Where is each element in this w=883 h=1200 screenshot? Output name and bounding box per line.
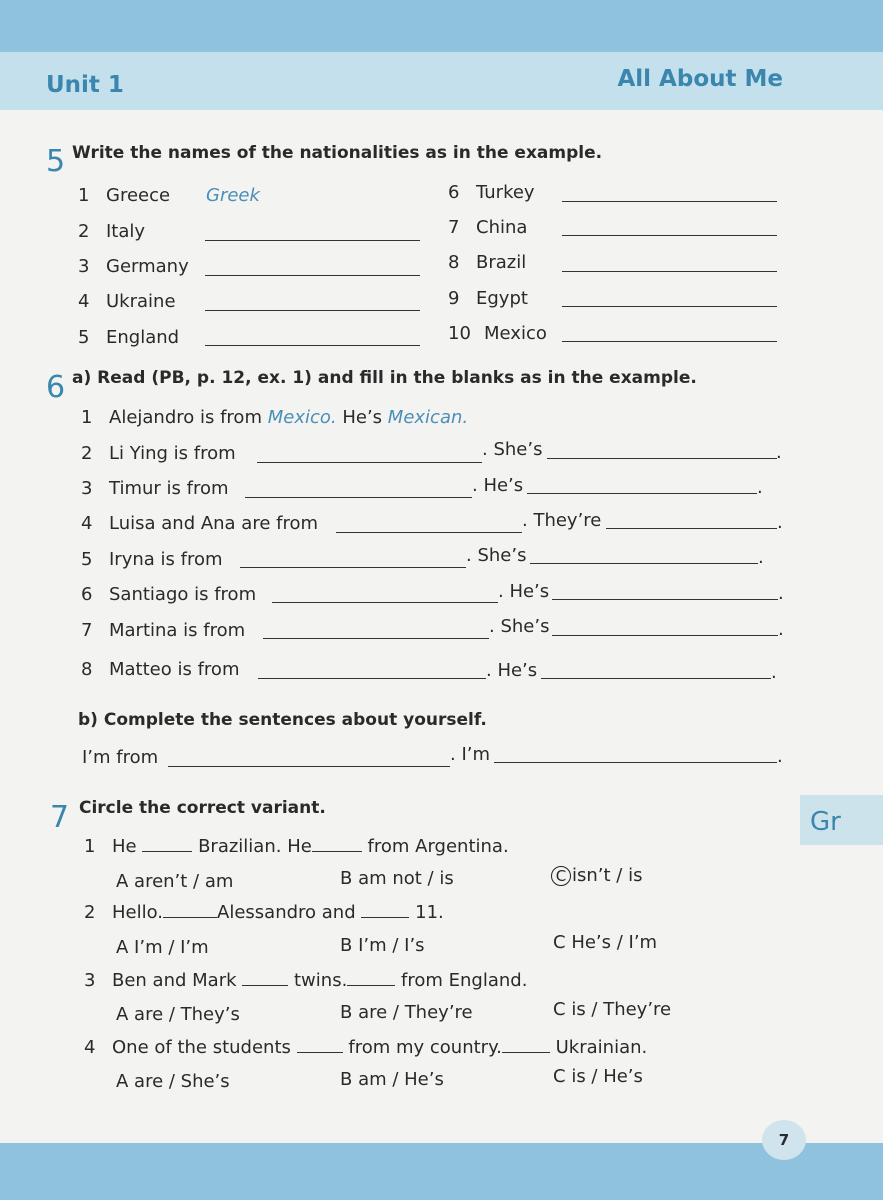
question-text: Alessandro and (217, 902, 356, 923)
country: Mexico (484, 323, 547, 344)
ex5-blank-6[interactable] (562, 201, 777, 202)
ex7-question-4 (84, 1037, 647, 1058)
ex6-country-blank-2[interactable] (257, 462, 482, 463)
ex7-question-2 (84, 902, 444, 923)
question-text: Ukrainian. (555, 1037, 648, 1058)
ex6-item-4 (81, 513, 318, 534)
item-number: 6 (448, 182, 460, 203)
sentence-start: Santiago is from (109, 584, 257, 605)
ex5-blank-9[interactable] (562, 306, 777, 307)
ex6-country-blank-7[interactable] (263, 638, 489, 639)
ex5-blank-7[interactable] (562, 235, 777, 236)
ex5-item-1 (78, 185, 170, 206)
item-number: 8 (448, 252, 460, 273)
item-number: 5 (81, 549, 93, 570)
ex6-item-2 (81, 443, 236, 464)
question-text: from England. (401, 970, 528, 991)
ex6-nationality-blank-7[interactable] (552, 635, 778, 636)
ex7-q4-option-c[interactable] (553, 1066, 643, 1087)
question-text: Hello. (112, 902, 164, 923)
item-number: 4 (81, 513, 93, 534)
sentence-start: Martina is from (109, 620, 246, 641)
circled-answer: C (551, 866, 571, 886)
country: Italy (106, 221, 146, 242)
question-text: One of the students (112, 1037, 291, 1058)
grammar-tab: Gr (800, 795, 883, 845)
ex7-q2-option-a[interactable]: A I’m / I’m (116, 937, 209, 958)
ex7-question-3 (84, 970, 527, 991)
section-title: All About Me (617, 66, 783, 92)
ex5-answer-1[interactable]: Greek (206, 185, 260, 206)
ex6-item-1 (81, 407, 468, 428)
country: Turkey (476, 182, 535, 203)
ex6-nationality-blank-2[interactable] (547, 458, 777, 459)
period: . (758, 547, 764, 568)
ex6b-im-label: . I’m (450, 744, 491, 765)
item-number: 8 (81, 659, 93, 680)
question-blank[interactable] (312, 837, 362, 852)
ex6b-country-blank[interactable] (168, 766, 450, 767)
example-country-answer: Mexico. (267, 407, 337, 428)
item-number: 2 (81, 443, 93, 464)
ex6-item-5 (81, 549, 223, 570)
item-number: 2 (78, 221, 90, 242)
ex6-pronoun-6: . He’s (498, 581, 550, 602)
ex7-q3-option-a[interactable]: A are / They’s (116, 1004, 240, 1025)
ex6-pronoun-7: . She’s (489, 616, 550, 637)
item-number: 1 (78, 185, 90, 206)
option-text: is / He’s (571, 1066, 643, 1087)
ex5-item-8 (448, 252, 526, 273)
question-blank[interactable] (361, 903, 409, 918)
example-nationality-answer: Mexican. (387, 407, 469, 428)
ex6-nationality-blank-4[interactable] (606, 528, 777, 529)
ex5-item-3 (78, 256, 189, 277)
period: . (776, 442, 782, 463)
ex6-pronoun-3: . He’s (472, 475, 524, 496)
item-number: 4 (84, 1037, 96, 1058)
ex7-q4-option-b[interactable]: B am / He’s (340, 1069, 444, 1090)
ex5-blank-10[interactable] (562, 341, 777, 342)
bottom-band (0, 1143, 883, 1200)
ex7-q1-option-b[interactable]: B am not / is (340, 868, 454, 889)
ex6-item-3 (81, 478, 229, 499)
period: . (778, 619, 784, 640)
ex6-country-blank-4[interactable] (336, 532, 522, 533)
sentence-start: Iryna is from (109, 549, 223, 570)
exercise-6b-instruction: b) Complete the sentences about yourself. (78, 710, 487, 730)
ex6-pronoun-4: . They’re (522, 510, 602, 531)
ex6-nationality-blank-5[interactable] (530, 563, 758, 564)
ex5-item-9 (448, 288, 528, 309)
ex5-blank-8[interactable] (562, 271, 777, 272)
question-blank[interactable] (297, 1038, 343, 1053)
question-text: 11. (415, 902, 444, 923)
country: Greece (106, 185, 171, 206)
option-text: isn’t / is (572, 865, 643, 886)
ex7-q4-option-a[interactable]: A are / She’s (116, 1071, 230, 1092)
ex5-item-5 (78, 327, 179, 348)
country: England (106, 327, 180, 348)
country: Ukraine (106, 291, 176, 312)
question-blank[interactable] (347, 971, 395, 986)
country: Germany (106, 256, 189, 277)
ex6-country-blank-6[interactable] (272, 602, 498, 603)
exercise-5-number: 5 (46, 144, 66, 179)
ex6-item-8 (81, 659, 239, 680)
question-blank[interactable] (142, 837, 192, 852)
period: . (757, 477, 763, 498)
exercise-7-instruction: Circle the correct variant. (79, 798, 326, 818)
ex5-blank-3[interactable] (205, 275, 420, 276)
ex5-item-4 (78, 291, 176, 312)
sentence-start: Alejandro is from (109, 407, 262, 428)
ex6-pronoun-5: . She’s (466, 545, 527, 566)
question-blank[interactable] (163, 903, 217, 918)
period: . (778, 583, 784, 604)
ex7-q2-option-c[interactable] (553, 932, 657, 953)
country: Brazil (476, 252, 527, 273)
question-blank[interactable] (502, 1038, 550, 1053)
ex6-country-blank-5[interactable] (240, 567, 466, 568)
item-number: 1 (81, 407, 93, 428)
ex6b-nationality-blank[interactable] (494, 762, 777, 763)
question-text: He (112, 836, 137, 857)
item-number: 3 (81, 478, 93, 499)
ex7-q1-option-a[interactable]: A aren’t / am (116, 871, 234, 892)
ex5-item-7 (448, 217, 527, 238)
option-letter: C (553, 999, 566, 1020)
option-letter: C (553, 1066, 566, 1087)
sentence-start: Li Ying is from (109, 443, 236, 464)
ex6-nationality-blank-8[interactable] (541, 678, 771, 679)
ex5-item-2 (78, 221, 145, 242)
ex7-q3-option-c[interactable] (553, 999, 671, 1020)
exercise-7-number: 7 (50, 800, 70, 835)
page-number: 7 (762, 1120, 806, 1160)
ex6-item-7 (81, 620, 245, 641)
sentence-start: Matteo is from (109, 659, 240, 680)
ex5-blank-2[interactable] (205, 240, 420, 241)
item-number: 4 (78, 291, 90, 312)
ex5-blank-4[interactable] (205, 310, 420, 311)
ex5-blank-5[interactable] (205, 345, 420, 346)
period: . (777, 512, 783, 533)
ex6b-from-label: I’m from (82, 747, 159, 768)
item-number: 7 (448, 217, 460, 238)
item-number: 10 (448, 323, 471, 344)
ex5-item-6 (448, 182, 535, 203)
item-number: 9 (448, 288, 460, 309)
pronoun: He’s (342, 407, 383, 428)
question-text: Ben and Mark (112, 970, 237, 991)
option-text: is / They’re (571, 999, 672, 1020)
ex6-pronoun-8: . He’s (486, 660, 538, 681)
question-text: twins. (294, 970, 348, 991)
question-blank[interactable] (242, 971, 288, 986)
item-number: 5 (78, 327, 90, 348)
ex6-item-6 (81, 584, 256, 605)
ex7-q1-option-c[interactable] (551, 865, 642, 886)
item-number: 3 (84, 970, 96, 991)
period: . (771, 662, 777, 683)
country: Egypt (476, 288, 528, 309)
unit-title: Unit 1 (46, 72, 124, 98)
country: China (476, 217, 528, 238)
question-text: from Argentina. (367, 836, 509, 857)
ex6-nationality-blank-3[interactable] (527, 493, 757, 494)
option-letter: C (553, 932, 566, 953)
exercise-6a-instruction: a) Read (PB, p. 12, ex. 1) and fill in the blanks as in the example. (72, 368, 697, 388)
item-number: 3 (78, 256, 90, 277)
ex5-item-10 (448, 323, 547, 344)
question-text: Brazilian. He (198, 836, 312, 857)
sentence-start: Luisa and Ana are from (109, 513, 319, 534)
ex7-question-1 (84, 836, 509, 857)
item-number: 7 (81, 620, 93, 641)
item-number: 6 (81, 584, 93, 605)
ex6-country-blank-3[interactable] (245, 497, 472, 498)
question-text: from my country. (348, 1037, 502, 1058)
option-text: He’s / I’m (571, 932, 658, 953)
exercise-5-instruction: Write the names of the nationalities as in the example. (72, 143, 603, 163)
sentence-start: Timur is from (109, 478, 229, 499)
ex6-nationality-blank-6[interactable] (552, 599, 778, 600)
period: . (777, 746, 783, 767)
ex7-q3-option-b[interactable]: B are / They’re (340, 1002, 473, 1023)
exercise-6-number: 6 (46, 370, 66, 405)
ex6-pronoun-2: . She’s (482, 439, 543, 460)
item-number: 1 (84, 836, 96, 857)
ex6-country-blank-8[interactable] (258, 678, 486, 679)
ex7-q2-option-b[interactable]: B I’m / I’s (340, 935, 425, 956)
top-band (0, 0, 883, 52)
item-number: 2 (84, 902, 96, 923)
